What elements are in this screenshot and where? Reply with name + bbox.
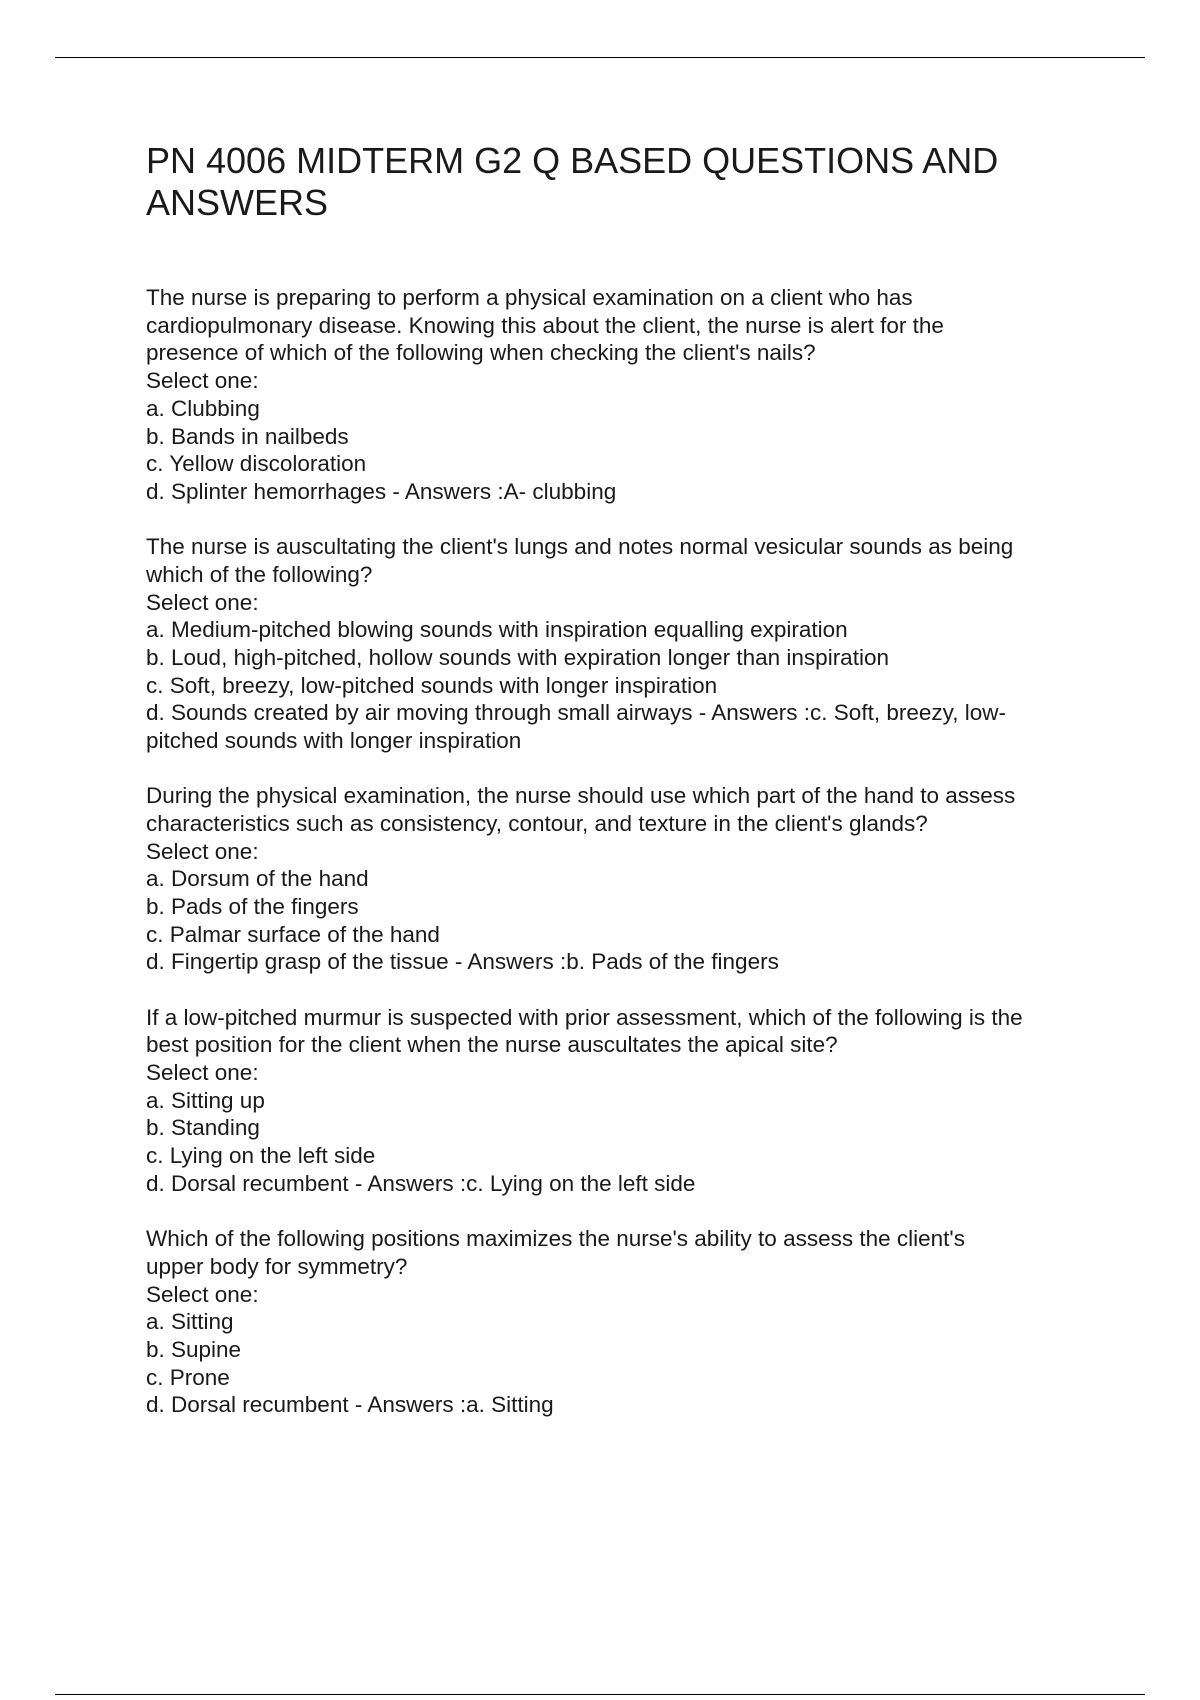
question-list [146,284,1106,1447]
answer-option: c. Palmar surface of the hand [146,921,440,947]
answer-option: b. Bands in nailbeds [146,423,349,449]
answer-option: a. Clubbing [146,395,260,421]
answer-option: a. Sitting up [146,1087,265,1113]
question-line: Which of the following positions maximizes the nurse's ability to assess the client's [146,1226,965,1252]
question-line: best position for the client when the nurse auscultates the apical site? [146,1032,838,1058]
question-line: which of the following? [146,561,373,587]
select-one-label: Select one: [146,1060,259,1086]
question-block [146,284,1106,506]
question-line: presence of which of the following when checking the client's nails? [146,340,816,366]
select-one-label: Select one: [146,368,259,394]
answer-option: b. Supine [146,1336,242,1362]
answer-option: b. Pads of the fingers [146,894,359,920]
answer-option: d. Dorsal recumbent - Answers :a. Sitting [146,1392,554,1418]
question-block [146,1225,1106,1419]
answer-option: a. Sitting [146,1309,234,1335]
select-one-label: Select one: [146,838,259,864]
document-title [146,140,1106,224]
answer-option: d. Splinter hemorrhages - Answers :A- clubbing [146,478,617,504]
bottom-rule [55,1694,1145,1695]
question-line: The nurse is auscultating the client's lungs and notes normal vesicular sounds as being [146,534,1014,560]
answer-option: d. Dorsal recumbent - Answers :c. Lying on the left side [146,1170,696,1196]
question-line: characteristics such as consistency, contour, and texture in the client's glands? [146,810,928,836]
question-line: During the physical examination, the nurse should use which part of the hand to assess [146,783,1016,809]
question-block [146,533,1106,755]
answer-option: c. Yellow discoloration [146,451,367,477]
question-line: cardiopulmonary disease. Knowing this about the client, the nurse is alert for the [146,312,944,338]
select-one-label: Select one: [146,589,259,615]
answer-option: c. Prone [146,1364,230,1390]
answer-option: a. Medium-pitched blowing sounds with inspiration equalling expiration [146,617,848,643]
question-line: The nurse is preparing to perform a physical examination on a client who has [146,285,913,310]
title-line: PN 4006 MIDTERM G2 Q BASED QUESTIONS AND [146,140,999,181]
question-block [146,1004,1106,1198]
question-line: If a low-pitched murmur is suspected with prior assessment, which of the following is the [146,1004,1023,1030]
answer-option: d. Fingertip grasp of the tissue - Answers :b. Pads of the fingers [146,949,779,975]
title-line: ANSWERS [146,182,329,223]
answer-option: b. Loud, high-pitched, hollow sounds with expiration longer than inspiration [146,644,889,670]
question-line: upper body for symmetry? [146,1253,408,1279]
answer-option: d. Sounds created by air moving through small airways - Answers :c. Soft, breezy, low- [146,700,1006,726]
answer-option: b. Standing [146,1115,260,1141]
answer-option: c. Soft, breezy, low-pitched sounds with longer inspiration [146,672,718,698]
top-rule [55,57,1145,58]
question-block [146,782,1106,976]
select-one-label: Select one: [146,1281,259,1307]
answer-option: pitched sounds with longer inspiration [146,728,522,754]
answer-option: c. Lying on the left side [146,1143,376,1169]
answer-option: a. Dorsum of the hand [146,866,369,892]
